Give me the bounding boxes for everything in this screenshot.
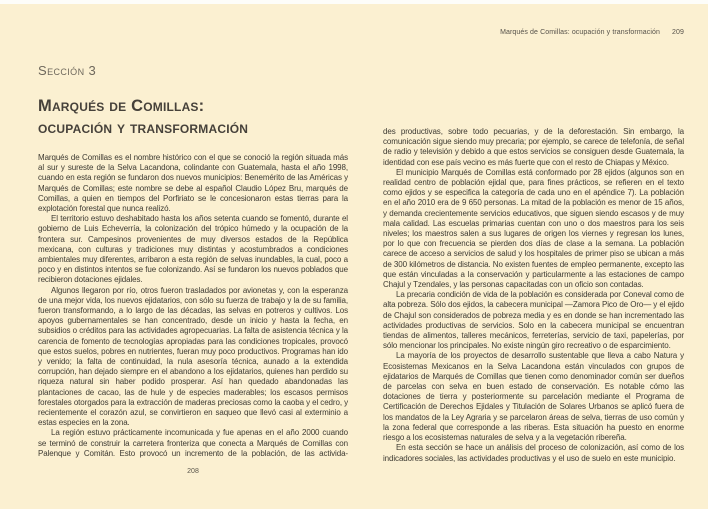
running-header-text: Marqués de Comillas: ocupación y transformación: [500, 29, 661, 36]
chapter-title-line1: Marqués de Comillas:: [38, 97, 205, 115]
paragraph: El municipio Marqués de Comillas está conformado por 28 ejidos (algunos son en realidad centro de población ejidal que, para fines prácticos, se refieren en el texto como ejidos y se especifica la categoría de cada uno en el apéndice 7). La población en el año 2010 era de 9 650 personas. La mitad de la población es menor de 15 años, y demanda crecientemente servicios educativos, que siguen siendo escasos y de muy mala calidad. Las escuelas primarias cuentan con uno o dos maestros para los seis niveles; los maestros salen a sus lugares de origen los viernes y regresan los lunes, por lo que con frecuencia se pierden dos días de clase a la semana. La población carece de acceso a servicios de salud y los hospitales de primer piso se ubican a más de 300 kilómetros de distancia. No existen fuentes de empleo permanente, excepto las que están vinculadas a la conservación y particularmente a las estaciones de campo Chajul y Tzendales, y las personas capacitadas con un oficio son contadas.: [383, 167, 684, 290]
section-label: Sección 3: [38, 63, 97, 78]
paragraph: Algunos llegaron por río, otros fueron trasladados por avionetas y, con la esperanza de una mejor vida, los nuevos ejidatarios, con sólo su fuerza de trabajo y la de su familia, fueron transformando, a lo largo de las décadas, las selvas en potreros y cultivos. Los apoyos gubernamentales se han concentrado, desde un inicio y hasta la fecha, en subsidios o créditos para las actividades agropecuarias. La falta de asistencia técnica y la carencia de fomento de tecnologías apropiadas para las condiciones tropicales, provocó que estos suelos, pobres en nutrientes, fueran muy poco productivos. Programas han ido y venido; la falta de continuidad, la nula asesoría técnica, aunado a la extendida corrupción, han dejado siempre en el abandono a los ejidatarios, quienes han perdido su riqueza natural sin haber podido prosperar. Así han quedado abandonadas las plantaciones de cacao, las de hule y de especies maderables; los escasos permisos forestales otorgados para la extracción de maderas preciosas como la caoba y el cedro, y recientemente el corazón azul, se convirtieron en saqueo que llevó casi al exterminio a estas especies en la zona.: [38, 285, 348, 428]
paragraph: En esta sección se hace un análisis del proceso de colonización, así como de los indicadores sociales, las actividades productivas y el uso de suelo en este municipio.: [383, 443, 684, 463]
chapter-title-line2: ocupación y transformación: [38, 118, 249, 137]
paragraph: La precaria condición de vida de la población es considerada por Coneval como de alta pobreza. Sólo dos ejidos, la cabecera municipal —Zamora Pico de Oro— y el ejido de Chajul son considerados de pobreza media y es en donde se han incrementado las actividades productivas de servicios. Solo en la cabecera municipal se encuentran tiendas de alimentos, talleres mecánicos, ferreterías, servicio de taxi, papelerías, por sólo mencionar los principales. No existe ningún giro recreativo o de esparcimiento.: [383, 290, 684, 351]
paragraph: Marqués de Comillas es el nombre histórico con el que se conoció la región situada más al sur y sureste de la Selva Lacandona, colindante con Guatemala, hasta el año 1998, cuando en esta región se fundaron dos nuevos municipios: Benemérito de las Américas y Marqués de Comillas; este nombre se debe al español Claudio López Bru, marqués de Comillas, a quien en tiempos del Porfiriato se le concesionaron estas tierras para la explotación forestal que nunca realizó.: [38, 153, 348, 214]
paragraph: La mayoría de los proyectos de desarrollo sustentable que lleva a cabo Natura y Ecosistemas Mexicanos en la Selva Lacandona están vinculados con grupos de ejidatarios de Marqués de Comillas que tienen como denominador común ser dueños de parcelas con selva en buen estado de conservación. Es notable cómo las dotaciones de tierra y posteriormente su parcelación mediante el Programa de Certificación de Derechos Ejidales y Titulación de Solares Urbanos se aplicó fuera de los mandatos de la Ley Agraria y se parcelaron áreas de selva, tierras de uso común y la zona federal que corresponde a las riberas. Esta situación ha puesto en enorme riesgo a los ecosistemas naturales de selva y a la vegetación ribereña.: [383, 351, 684, 443]
left-page-body: [38, 153, 348, 459]
paragraph: El territorio estuvo deshabitado hasta los años setenta cuando se fomentó, durante el gobierno de Luis Echeverría, la colonización del trópico húmedo y la ocupación de la frontera sur. Campesinos provenientes de muy diversos estados de la República mexicana, con culturas y tradiciones muy distintas y acostumbrados a condiciones ambientales muy diferentes, arribaron a esta región de selvas inundables, la cual, poco a poco y en distintos intentos se fue colonizando. Así se fundaron los nuevos poblados que recibieron dotaciones ejidales.: [38, 214, 348, 285]
paragraph: La región estuvo prácticamente incomunicada y fue apenas en el año 2000 cuando se terminó de construir la carretera fronteriza que conecta a Marqués de Comillas con Palenque y Comitán. Esto provocó un incremento de la población, de las activida-: [38, 428, 348, 458]
running-header: [383, 29, 684, 36]
right-page-body: [383, 127, 684, 464]
paragraph: des productivas, sobre todo pecuarias, y de la deforestación. Sin embargo, la comunicación sigue siendo muy precaria; por ejemplo, se carece de telefonía, de señal de radio y televisión y debido a que estos servicios se consiguen desde Guatemala, la identidad con ese país vecino es más fuerte que con el resto de Chiapas y México.: [383, 127, 684, 167]
chapter-title: [38, 96, 358, 139]
page-number-left: 208: [187, 468, 199, 475]
page-number-right: 209: [672, 29, 684, 36]
page-top-edge: [0, 0, 708, 4]
